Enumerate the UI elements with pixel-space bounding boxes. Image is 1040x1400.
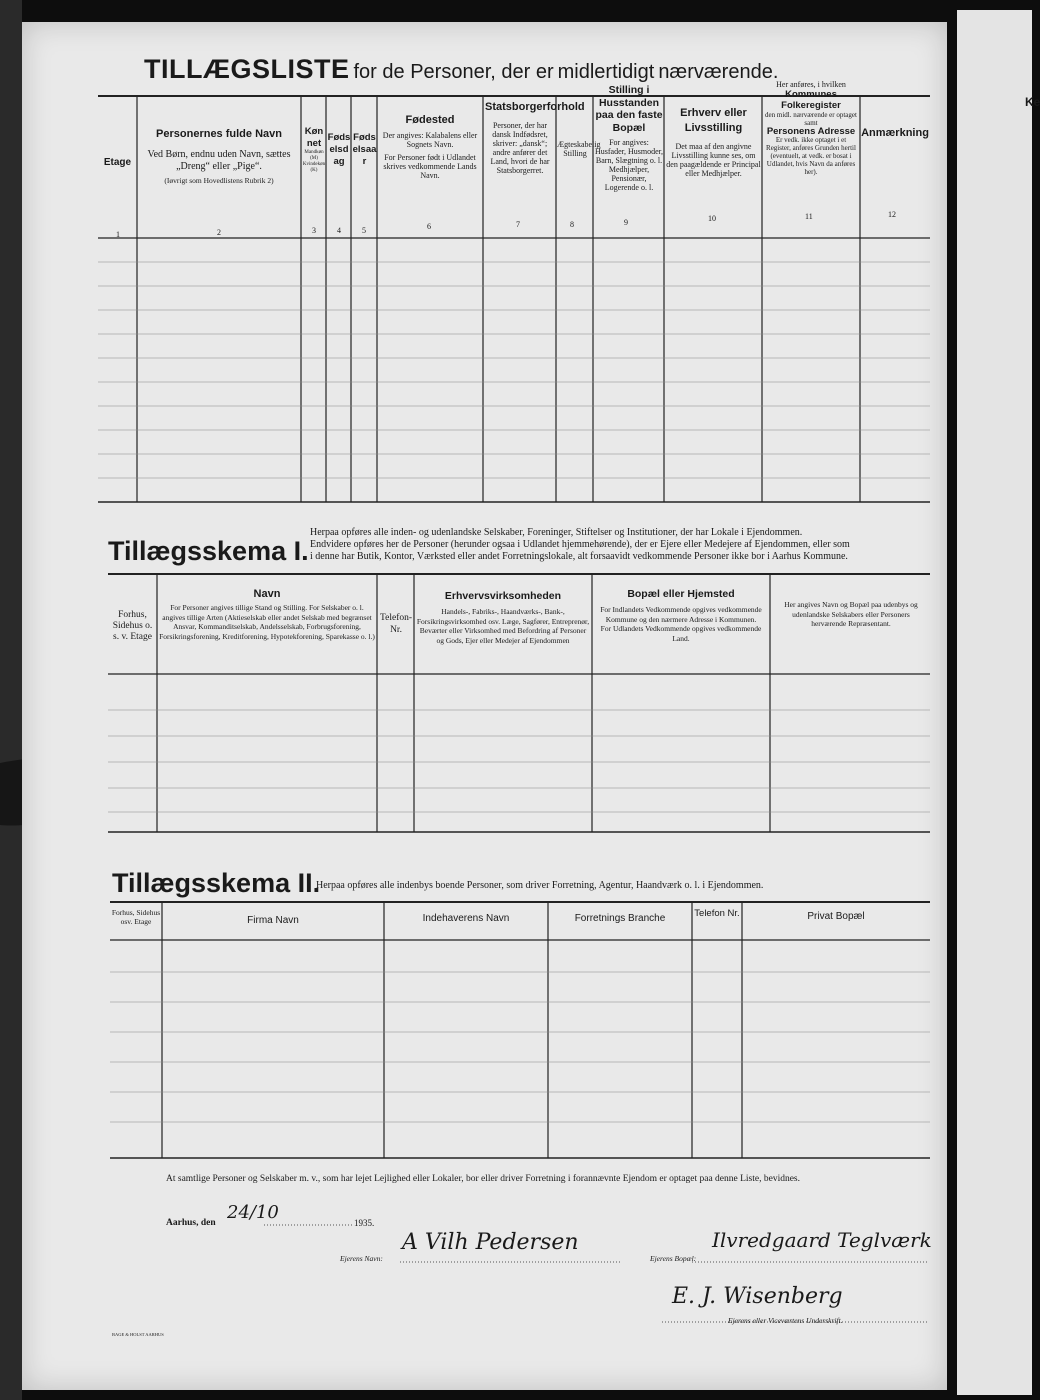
signature-handwritten: E. J. Wisenberg: [672, 1284, 843, 1309]
col-erhverv-title: Erhverv eller Livsstilling: [680, 107, 747, 134]
col-folkeregister-note: Er vedk. ikke optaget i et Register, anføres Grunden hertil (eventuelt, at vedk. er bosat i Udlandet, hvis Navn da anføres her).: [766, 136, 856, 176]
col-num-4: 4: [337, 226, 341, 235]
skema2-col-telefon: Telefon Nr.: [694, 908, 740, 919]
facing-page-fragment: Ke: [1025, 95, 1040, 109]
title-main: TILLÆGSLISTE: [144, 54, 350, 84]
form-rules: [22, 22, 947, 1390]
col-stilling-note: For angives: Husfader, Husmoder, Barn, Slægtning o. l. Medhjælper, Pensionær, Logerende o. l.: [594, 138, 663, 192]
form-page: [22, 22, 947, 1390]
col-fodselsaar-title: Fødselsaar: [352, 132, 377, 167]
col-navn-header: [139, 130, 299, 185]
col-etage-header: [98, 102, 137, 167]
skema2-col-bopael: Privat Bopæl: [807, 911, 865, 922]
signature-label: Ejerens eller Viceværtens Underskrift.: [728, 1316, 843, 1325]
col-fodested-note: Der angives: Kalabalens eller Sognets Navn.: [382, 131, 478, 149]
col-kon-header: [302, 126, 326, 174]
col-stilling-header: [594, 84, 664, 192]
title-rest: for de Personer, der er: [353, 61, 554, 83]
skema1-col-navn-title: Navn: [253, 588, 281, 600]
col-folkeregister-title2: Personens Adresse: [766, 126, 856, 137]
col-num-1: 1: [116, 230, 120, 239]
col-aegteskab-title: Ægteskabelig Stilling: [557, 140, 601, 158]
skema2-col-branche: Forretnings Branche: [574, 913, 666, 924]
col-folkeregister-header: [763, 80, 859, 176]
skema1-col-repraesentant: Her angives Navn og Bopæl paa udenbys og udenlandske Selskabers eller Personers herværende Repræsentant.: [784, 600, 918, 628]
col-num-2: 2: [217, 228, 221, 237]
col-fodselsdag-title: Fødselsdag: [327, 132, 351, 167]
col-folkeregister-pre: Her anføres, i hvilken: [776, 80, 846, 89]
skema1-col-telefon: Telefon-Nr.: [380, 613, 413, 635]
skema1-col-bopael-note: For Indlandets Vedkommende opgives vedkommende Kommune og den nærmere Adresse i Kommunen.: [600, 605, 762, 624]
col-statsborger-note: Personer, der har dansk Indfødsret, skriver: „dansk“; andre anfører det Land, hvori de har Statsborgerret.: [490, 121, 550, 175]
skema1-col-erhverv-title: Erhvervsvirksomheden: [444, 590, 562, 602]
skema1-col-bopael: [594, 590, 768, 643]
skema2-title: Tillægsskema II.: [112, 868, 321, 898]
skema1-col-navn-note: For Personer angives tillige Stand og Stilling. For Selskaber o. l. angives tillige Arten (Aktieselskab eller andet Selskab med begrænset Ansvar, Kommanditselskab, Andelsselskab, Forbrugsforening, Forsikringsforening, Kreditforening, Hypotekforening, Sparekasse o. l.): [159, 603, 375, 641]
owner-name-handwritten: A Vilh Pedersen: [402, 1230, 579, 1255]
col-navn-note: Ved Børn, endnu uden Navn, sættes „Dreng“ eller „Pige“.: [147, 149, 291, 172]
col-folkeregister-mid: den midl. nærværende er optaget samt: [765, 111, 857, 127]
col-statsborger-title: Statsborgerforhold: [485, 101, 585, 113]
col-erhverv-header: [666, 106, 761, 178]
skema1-col-erhverv-note: Handels-, Fabriks-, Haandværks-, Bank-, Forsikringsvirksomhed osv. Læge, Sagfører, Entreprenør, Beværter eller Virksomhed med Befordring af Personer og Gods, Ejer eller Medejer af Ejendommen: [416, 607, 590, 645]
col-num-11: 11: [805, 212, 813, 221]
col-kon-note: Mandkøn (M) Kvindekøn (K): [302, 150, 326, 173]
col-num-6: 6: [427, 222, 431, 231]
skema1-col-bopael-note2: For Udlandets Vedkommende opgives vedkommende Land.: [600, 624, 762, 643]
year-label: 1935.: [354, 1218, 375, 1228]
date-handwritten: 24/10: [227, 1202, 279, 1223]
col-num-5: 5: [362, 226, 366, 235]
col-num-10: 10: [708, 214, 716, 223]
skema1-description: [310, 527, 930, 563]
col-navn-title: Personernes fulde Navn: [156, 128, 282, 140]
col-num-12: 12: [888, 210, 896, 219]
col-erhverv-note: Det maa af den angivne Livsstilling kunne ses, om den paagældende er Principal eller Medhjælper.: [666, 142, 761, 178]
col-anmaerkning-header: [861, 126, 929, 140]
skema1-col-navn: [159, 590, 375, 641]
skema1-desc-line-3: i denne har Butik, Kontor, Værksted eller andet Forretningslokale, alt forsaavidt vedkommende Personer ikke bor i Aarhus Kommune.: [310, 551, 848, 562]
skema1-col-etage: Forhus, Sidehus o. s. v. Etage: [112, 610, 153, 642]
col-num-7: 7: [516, 220, 520, 229]
title-naervaerende: nærværende.: [658, 61, 779, 83]
col-fodselsdag-header: [327, 132, 351, 168]
col-num-8: 8: [570, 220, 574, 229]
skema1-title: Tillægsskema I.: [108, 536, 309, 566]
col-aegteskab-header: [557, 140, 601, 158]
skema1-desc-line-2: Endvidere opføres her de Personer (herunder ogsaa i Udlandet hjemmehørende), der er Ejere eller Medejere af Ejendommen, eller som: [310, 539, 850, 550]
col-kon-title: Kønnet: [304, 126, 324, 149]
col-fodested-note2: For Personer født i Udlandet skrives vedkommende Lands Navn.: [383, 153, 477, 180]
col-navn-note2: (Iøvrigt som Hovedlistens Rubrik 2): [164, 176, 274, 185]
col-anmaerkning-title: Anmærkning: [861, 127, 929, 139]
skema1-col-erhverv: [416, 592, 590, 645]
skema2-description: Herpaa opføres alle indenbys boende Personer, som driver Forretning, Agentur, Haandværk o. l. i Ejendommen.: [316, 880, 764, 891]
owner-residence-label: Ejerens Bopæl:: [650, 1254, 697, 1263]
skema1-desc-line-1: Herpaa opføres alle inden- og udenlandske Selskaber, Foreninger, Stiftelser og Institutioner, der har Lokale i Ejendommen.: [310, 527, 803, 538]
col-num-9: 9: [624, 218, 628, 227]
col-fodselsaar-header: [352, 132, 377, 168]
col-stilling-title: Stilling i Husstanden paa den faste Bopæl: [595, 84, 663, 134]
certification-text: At samtlige Personer og Selskaber m. v., som har lejet Lejlighed eller Lokaler, bor eller driver Forretning i forannævnte Ejendom er optaget paa denne Liste, bevidnes.: [166, 1174, 800, 1184]
skema2-col-etage: Forhus, Sidehus osv. Etage: [111, 908, 161, 926]
col-etage-title: Etage: [103, 157, 132, 168]
skema1-col-bopael-title: Bopæl eller Hjemsted: [627, 588, 735, 600]
col-fodested-title: Fødested: [405, 114, 455, 126]
title-midlertidigt: midlertidigt: [557, 61, 655, 83]
place-date-label: Aarhus, den: [166, 1218, 216, 1228]
skema2-col-indehaver: Indehaverens Navn: [422, 913, 510, 924]
owner-name-label: Ejerens Navn:: [340, 1254, 383, 1263]
col-fodested-header: [379, 116, 481, 180]
owner-residence-handwritten: Ilvredgaard Teglværk: [712, 1228, 932, 1252]
col-num-3: 3: [312, 226, 316, 235]
col-folkeregister-title: Kommunes Folkeregister: [781, 89, 841, 111]
skema2-col-firma: Firma Navn: [247, 915, 299, 926]
book-binding-left: [0, 0, 22, 1400]
facing-page: [957, 10, 1040, 1395]
printer-mark: BAGE & HOLST AARHUS: [112, 1332, 164, 1337]
